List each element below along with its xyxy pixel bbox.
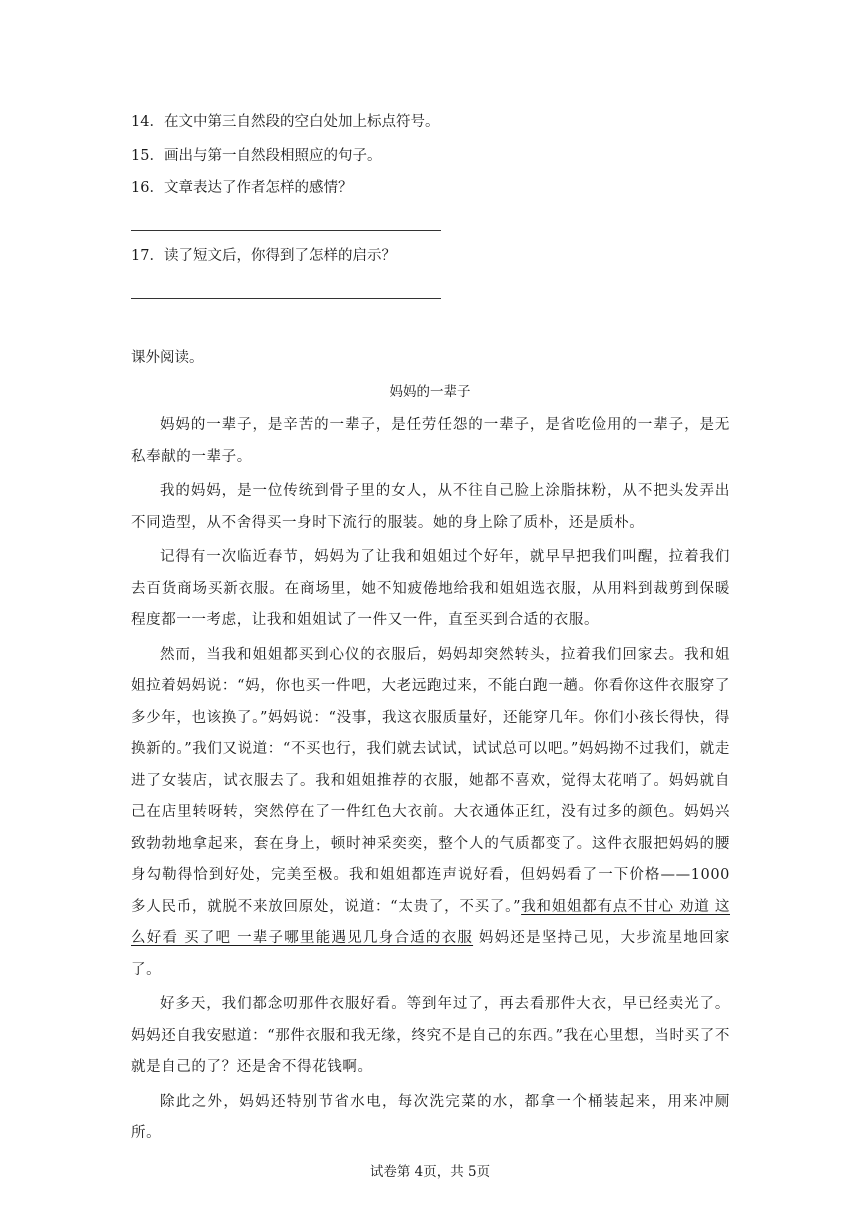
question-text: 在文中第三自然段的空白处加上标点符号。 — [163, 114, 440, 130]
paragraph-6: 除此之外，妈妈还特别节省水电，每次洗完菜的水，都拿一个桶装起来，用来冲厕所。 — [131, 1093, 730, 1141]
question-17 — [131, 246, 396, 266]
question-16 — [131, 178, 352, 198]
question-text: 画出与第一自然段相照应的句子。 — [163, 148, 382, 164]
question-text: 读了短文后，你得到了怎样的启示？ — [163, 248, 396, 264]
question-15 — [131, 146, 381, 166]
question-number: 15． — [131, 148, 164, 164]
article-title: 妈妈的一辈子 — [389, 384, 471, 400]
question-number: 17． — [131, 248, 164, 264]
article-body — [131, 410, 730, 1153]
paragraph-1: 妈妈的一辈子，是辛苦的一辈子，是任劳任怨的一辈子，是省吃俭用的一辈子，是无私奉献的一辈子。 — [131, 417, 730, 465]
question-14 — [131, 112, 439, 132]
question-number: 16． — [131, 180, 164, 196]
paragraph-5: 好多天，我们都念叨那件衣服好看。等到年过了，再去看那件大衣，早已经卖光了。妈妈还自我安慰道：“那件衣服和我无缘，终究不是自己的东西。”我在心里想，当时买了不就是自己的了？还是舍不得花钱啊。 — [131, 996, 730, 1075]
underlined-blank-sentence: 我和姐姐都有点不甘心 劝道 这么好看 买了吧 一辈子哪里能遇见几身合适的衣服 — [131, 898, 730, 946]
paragraph-4-text: 然而，当我和姐姐都买到心仪的衣服后，妈妈却突然转头，拉着我们回家去。我和姐姐拉着妈妈说：“妈，你也买一件吧，大老远跑过来，不能白跑一趟。你看你这件衣服穿了多少年，也该换了。”妈妈说：“没事，我这衣服质量好，还能穿几年。你们小孩长得快，得换新的。”我们又说道：“不买也行，我们就去试试，试试总可以吧。”妈妈拗不过我们，就走进了女装店，试衣服去了。我和姐姐推荐的衣服，她都不喜欢，觉得太花哨了。妈妈就自己在店里转呀转，突然停在了一件红色大衣前。大衣通体正红，没有过多的颜色。妈妈兴致勃勃地拿起来，套在身上，顿时神采奕奕，整个人的气质都变了。这件衣服把妈妈的腰身勾勒得恰到好处，完美至极。我和姐姐都连声说好看，但妈妈看了一下价格——1000 多人民币，就脱不来放回原处，说道：“太贵了，不买了。” — [131, 646, 730, 915]
paragraph-2: 我的妈妈，是一位传统到骨子里的女人，从不往自己脸上涂脂抹粉，从不把头发弄出不同造型，从不舍得买一身时下流行的服装。她的身上除了质朴，还是质朴。 — [131, 483, 730, 531]
paragraph-4-end: 妈妈还是坚持己见，大步流星地回家了。 — [131, 930, 730, 978]
page-footer: 试卷第 4页，共 5页 — [369, 1164, 491, 1180]
question-number: 14． — [131, 114, 164, 130]
answer-line-16 — [131, 230, 441, 231]
question-text: 文章表达了作者怎样的感情？ — [163, 180, 353, 196]
paragraph-4 — [131, 640, 730, 987]
paragraph-3: 记得有一次临近春节，妈妈为了让我和姐姐过个好年，就早早把我们叫醒，拉着我们去百货商场买新衣服。在商场里，她不知疲倦地给我和姐姐选衣服，从用料到裁剪到保暖程度都一一考虑，让我和姐姐试了一件又一件，直至买到合适的衣服。 — [131, 549, 730, 628]
answer-line-17 — [131, 298, 441, 299]
section-heading: 课外阅读。 — [131, 350, 204, 366]
